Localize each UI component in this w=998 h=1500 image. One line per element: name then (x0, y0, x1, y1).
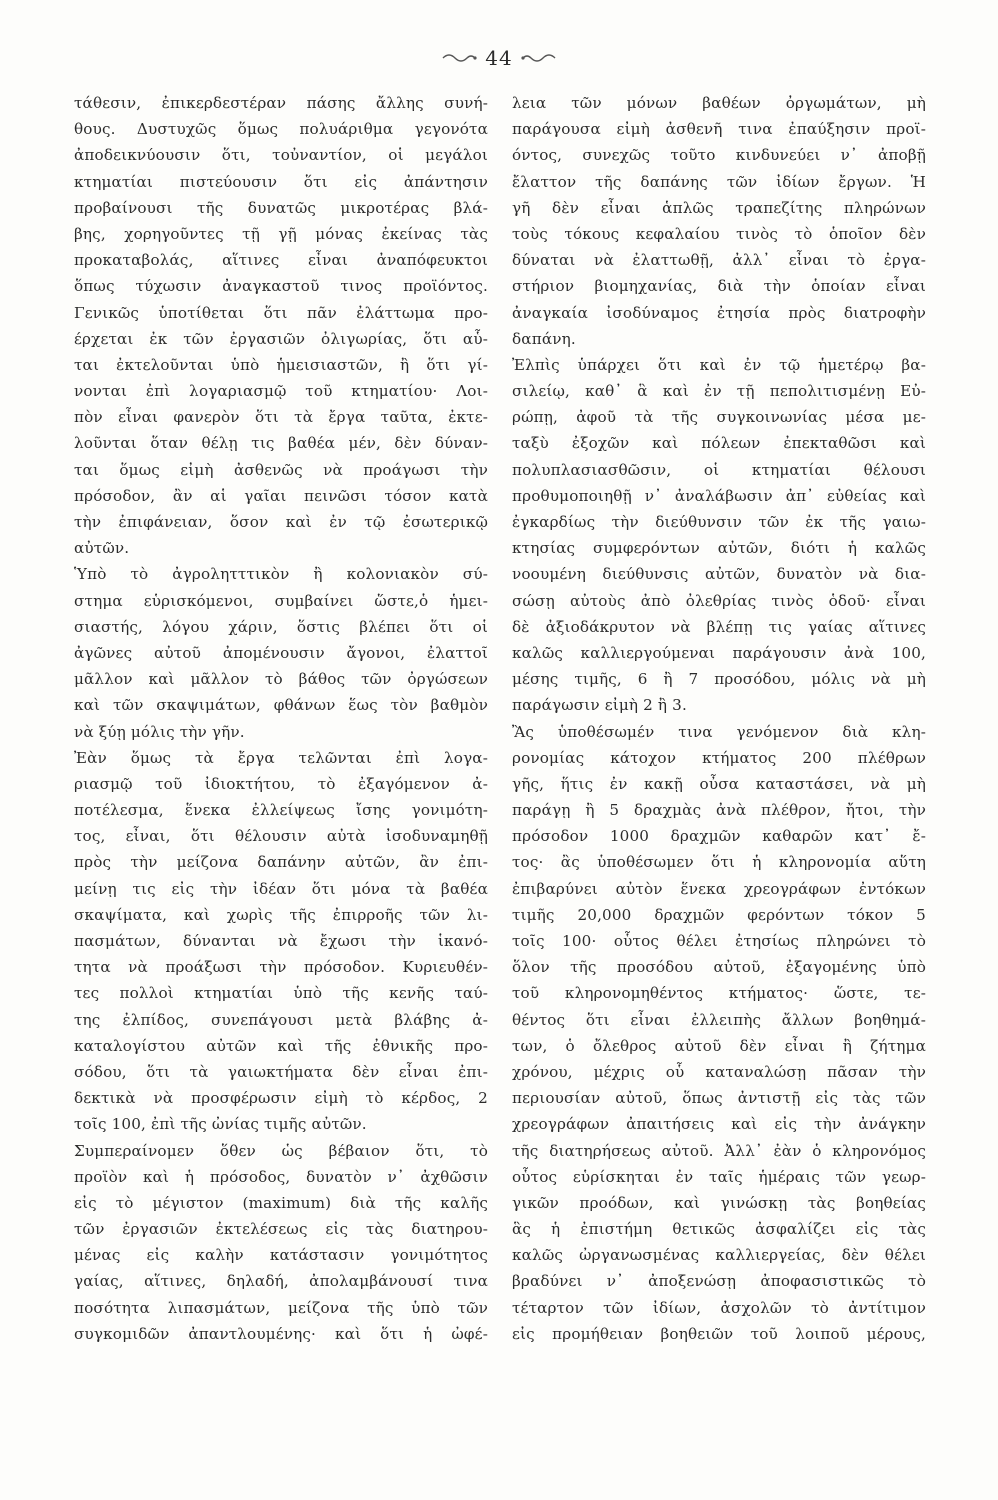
text-line: δύναται νὰ ἐλαττωθῇ, ἀλλ᾽ εἶναι τὸ ἐργα- (512, 251, 926, 270)
text-line: χρεογράφων ἀπαιτήσεις καὶ εἰς τὴν ἀνάγκην (512, 1115, 926, 1134)
text-line: συγκομιδῶν ἀπαντλουμένης· καὶ ὅτι ἡ ὠφέ- (74, 1324, 488, 1343)
text-line: παράγουσα εἰμὴ ἀσθενῆ τινα ἐπαύξησιν προϊ- (512, 120, 926, 139)
text-line: ταξὺ ἐξοχῶν καὶ πόλεων ἐπεκταθῶσι καὶ (512, 434, 926, 453)
text-line: ἀναγκαία ἰσοδύναμος ἐτησία πρὸς διατροφὴν (512, 303, 926, 322)
text-line: σόδου, ὅτι τὰ γαιωκτήματα δὲν εἶναι ἐπι- (74, 1062, 488, 1081)
text-line: τέταρτον τῶν ἰδίων, ἀσχολῶν τὸ ἀντίτιμον (512, 1298, 926, 1317)
text-line: βραδύνει ν᾽ ἀποξενώσῃ ἀποφασιστικῶς τὸ (512, 1272, 926, 1291)
text-line: τῆς διατηρήσεως αὐτοῦ. Ἀλλ᾽ ἐὰν ὁ κληρονόμος (512, 1141, 926, 1160)
text-line: ἔλαττον τῆς δαπάνης τῶν ἰδίων ἔργων. Ἡ (512, 172, 926, 191)
text-line: παράγῃ ἢ 5 δραχμὰς ἀνὰ πλέθρον, ἤτοι, τὴν (512, 801, 926, 820)
text-line: προβαίνουσι τῆς δυνατῶς μικροτέρας βλά- (74, 198, 488, 217)
text-line: τοὺς τόκους κεφαλαίου τινὸς τὸ ὁποῖον δὲν (512, 224, 926, 243)
text-line: κτησίας συμφερόντων αὐτῶν, διότι ἡ καλῶς (512, 539, 926, 558)
text-line: προκαταβολάς, αἵτινες εἶναι ἀναπόφευκτοι (74, 251, 488, 270)
text-line: νὰ ξύῃ μόλις τὴν γῆν. (74, 722, 245, 741)
text-line: προϊὸν καὶ ἡ πρόσοδος, δυνατὸν ν᾽ ἀχθῶσιν (74, 1167, 488, 1186)
text-line: γῆ δὲν εἶναι ἁπλῶς τραπεζίτης πληρώνων (512, 198, 926, 217)
text-line: σώσῃ αὐτοὺς ἀπὸ ὀλεθρίας τινὸς ὁδοῦ· εἶναι (512, 591, 926, 610)
text-line: όντος, συνεχῶς τοῦτο κινδυνεύει ν᾽ ἀποβῇ (512, 146, 926, 165)
left-text-column (74, 90, 488, 1347)
text-line: ὅπως τύχωσιν ἀναγκαστοῦ τινος προϊόντος. (74, 277, 488, 296)
text-line: ριασμῷ τοῦ ἰδιοκτήτου, τὸ ἐξαγόμενον ἀ- (74, 774, 488, 793)
page-number: 44 (485, 46, 513, 70)
text-line: ἃς ἡ ἐπιστήμη θετικῶς ἀσφαλίζει εἰς τὰς (512, 1220, 926, 1239)
text-line: δαπάνη. (512, 329, 576, 348)
right-ornament-icon (521, 52, 557, 64)
text-line: βης, χορηγοῦντες τῇ γῇ μόνας ἐκείνας τὰς (74, 224, 488, 243)
text-line: καλῶς καλλιεργούμεναι παράγουσιν ἀνὰ 100, (512, 643, 926, 662)
text-line: νονται ἐπὶ λογαριασμῷ τοῦ κτηματίου· Λοι- (74, 382, 488, 401)
text-line: ποτέλεσμα, ἕνεκα ἐλλείψεως ἴσης γονιμότη- (74, 801, 488, 820)
text-line: ρώπῃ, ἀφοῦ τὰ τῆς συγκοινωνίας μέσα με- (512, 408, 926, 427)
text-line: γικῶν προόδων, καὶ γινώσκῃ τὰς βοηθείας (512, 1193, 926, 1212)
text-line: χρόνου, μέχρις οὗ καταναλώσῃ πᾶσαν τὴν (512, 1062, 926, 1081)
text-line: καταλογίστου αὐτῶν καὶ τῆς ἐθνικῆς προ- (74, 1036, 488, 1055)
text-line: ται ἐκτελοῦνται ὑπὸ ἡμεισιαστῶν, ἢ ὅτι γί- (74, 355, 488, 374)
text-line: ἀποδεικνύουσιν ὅτι, τοὐναντίον, οἱ μεγάλοι (74, 146, 488, 165)
text-line: θέντος ὅτι εἶναι ἐλλειπὴς ἄλλων βοηθημά- (512, 1010, 926, 1029)
text-line: σκαψίματα, καὶ χωρὶς τῆς ἐπιρροῆς τῶν λι- (74, 905, 488, 924)
text-line: δεκτικὰ νὰ προσφέρωσιν εἰμὴ τὸ κέρδος, 2 (74, 1089, 488, 1108)
text-line: τάθεσιν, ἐπικερδεστέραν πάσης ἄλλης συνή- (74, 94, 488, 112)
text-line: Ἂς ὑποθέσωμέν τινα γενόμενον διὰ κλη- (512, 722, 926, 741)
text-line: τοῦ κληρονομηθέντος κτήματος· ὥστε, τε- (512, 984, 926, 1003)
text-line: λοῦνται ὅταν θέλῃ τις βαθέα μέν, δὲν δύναν- (74, 434, 488, 453)
text-line: τοῖς 100· οὗτος θέλει ἐτησίως πληρώνει τὸ (512, 932, 926, 950)
text-line: τες πολλοὶ κτηματίαι ὑπὸ τῆς κενῆς ταύ- (74, 984, 488, 1003)
text-line: τιμῆς 20,000 δραχμῶν φερόντων τόκον 5 (512, 905, 926, 924)
text-line: νοουμένη διεύθυνσις αὐτῶν, δυνατὸν νὰ δια- (512, 565, 926, 584)
text-line: τῶν ἐργασιῶν ἐκτελέσεως εἰς τὰς διατηρου- (74, 1220, 488, 1239)
text-line: γῆς, ἥτις ἐν κακῇ οὖσα καταστάσει, νὰ μὴ (512, 774, 926, 793)
text-line: πρόσοδον, ἂν αἱ γαῖαι πεινῶσι τόσον κατὰ (74, 486, 488, 505)
text-line: περιουσίαν αὐτοῦ, ὅπως ἀντιστῇ εἰς τὰς τῶν (512, 1089, 926, 1108)
text-line: ἐπιβαρύνει αὐτὸν ἕνεκα χρεογράφων ἐντόκων (512, 879, 926, 898)
text-line: ρονομίας κάτοχον κτήματος 200 πλέθρων (512, 748, 926, 767)
text-line: τος· ἂς ὑποθέσωμεν ὅτι ἡ κληρονομία αὕτη (512, 853, 926, 872)
text-line: πρὸς τὴν μείζονα δαπάνην αὐτῶν, ἂν ἐπι- (74, 853, 488, 872)
text-line: μᾶλλον καὶ μᾶλλον τὸ βάθος τῶν ὀργώσεων (74, 670, 488, 689)
text-line: Ἐὰν ὅμως τὰ ἔργα τελῶνται ἐπὶ λογα- (74, 748, 488, 767)
text-line: δὲ ἀξιοδάκρυτον νὰ βλέπῃ τις γαίας αἵτινες (512, 617, 926, 636)
right-text-column (512, 90, 926, 1347)
text-line: στημα εὑρισκόμενοι, συμβαίνει ὥστε,ὁ ἡμει- (74, 591, 488, 610)
text-line: μείνῃ τις εἰς τὴν ἰδέαν ὅτι μόνα τὰ βαθέα (74, 879, 488, 898)
text-line: ἀγῶνες αὐτοῦ ἀπομένουσιν ἄγονοι, ἐλαττοῖ (74, 643, 488, 662)
text-line: της ἐλπίδος, συνεπάγουσι μετὰ βλάβης ἀ- (74, 1010, 488, 1029)
text-line: Ὑπὸ τὸ ἀγρολητττικὸν ἢ κολονιακὸν σύ- (74, 565, 488, 584)
text-line: πασμάτων, δύνανται νὰ ἔχωσι τὴν ἱκανό- (74, 932, 488, 950)
text-line: των, ὁ ὄλεθρος αὐτοῦ δὲν εἶναι ἢ ζήτημα (512, 1036, 926, 1055)
text-line: τος, εἶναι, ὅτι θέλουσιν αὐτὰ ἰσοδυναμηθῇ (74, 827, 488, 846)
text-line: Γενικῶς ὑποτίθεται ὅτι πᾶν ἐλάττωμα προ- (74, 303, 488, 322)
text-line: αὐτῶν. (74, 539, 130, 558)
text-line: τητα νὰ προάξωσι τὴν πρόσοδον. Κυριευθέν- (74, 958, 488, 977)
text-line: στήριον βιομηχανίας, διὰ τὴν ὁποίαν εἶναι (512, 277, 926, 296)
text-line: προθυμοποιηθῇ ν᾽ ἀναλάβωσιν ἀπ᾽ εὐθείας καὶ (512, 486, 926, 505)
text-line: σιαστής, λόγου χάριν, ὅστις βλέπει ὅτι οἱ (74, 617, 488, 636)
text-line: εἰς τὸ μέγιστον (maximum) διὰ τῆς καλῆς (74, 1193, 488, 1212)
text-line: παράγωσιν εἰμὴ 2 ἢ 3. (512, 696, 687, 715)
text-line: ται ὅμως εἰμὴ ἀσθενῶς νὰ προάγωσι τὴν (74, 460, 488, 479)
text-line: πρόσοδον 1000 δραχμῶν καθαρῶν κατ᾽ ἔ- (512, 827, 926, 846)
page-header (0, 46, 998, 70)
text-line: οὗτος εὑρίσκηται ἐν ταῖς ἡμέραις τῶν γεωρ- (512, 1167, 926, 1186)
text-line: μέσης τιμῆς, 6 ἢ 7 προσόδου, μόλις νὰ μὴ (512, 670, 926, 689)
text-line: κτηματίαι πιστεύουσιν ὅτι εἰς ἀπάντησιν (74, 172, 488, 191)
text-line: πὸν εἶναι φανερὸν ὅτι τὰ ἔργα ταῦτα, ἐκτε- (74, 408, 488, 427)
text-line: Συμπεραίνομεν ὅθεν ὡς βέβαιον ὅτι, τὸ (74, 1141, 488, 1160)
text-line: ἐγκαρδίως τὴν διεύθυνσιν τῶν ἐκ τῆς γαιω- (512, 513, 926, 531)
text-line: καλῶς ὠργανωσμένας καλλιεργείας, δὲν θέλει (512, 1246, 926, 1265)
text-line: ποσότητα λιπασμάτων, μείζονα τῆς ὑπὸ τῶν (74, 1298, 488, 1317)
left-ornament-icon (441, 52, 477, 64)
text-line: θους. Δυστυχῶς ὅμως πολυάριθμα γεγονότα (74, 120, 488, 139)
text-line: ὅλον τῆς προσόδου αὐτοῦ, ἐξαγομένης ὑπὸ (512, 958, 926, 977)
text-line: μένας εἰς καλὴν κατάστασιν γονιμότητος (74, 1246, 488, 1265)
text-line: Ἐλπὶς ὑπάρχει ὅτι καὶ ἐν τῷ ἡμετέρῳ βα- (512, 355, 926, 374)
text-line: σιλείῳ, καθ᾽ ἃ καὶ ἐν τῇ πεπολιτισμένῃ Εὐ- (512, 382, 926, 401)
text-line: καὶ τῶν σκαψιμάτων, φθάνων ἕως τὸν βαθμὸν (74, 696, 488, 715)
text-line: πολυπλασιασθῶσιν, οἱ κτηματίαι θέλουσι (512, 460, 926, 479)
text-line: εἰς προμήθειαν βοηθειῶν τοῦ λοιποῦ μέρους, (512, 1324, 926, 1343)
text-line: λεια τῶν μόνων βαθέων ὀργωμάτων, μὴ (512, 94, 926, 112)
text-line: τοῖς 100, ἐπὶ τῆς ὠνίας τιμῆς αὐτῶν. (74, 1115, 367, 1134)
text-line: έρχεται ἐκ τῶν ἐργασιῶν ὀλιγωρίας, ὅτι αὗ- (74, 329, 488, 348)
text-line: γαίας, αἵτινες, δηλαδή, ἀπολαμβάνουσί τινα (74, 1272, 488, 1291)
text-line: τὴν ἐπιφάνειαν, ὅσον καὶ ἐν τῷ ἐσωτερικῷ (74, 513, 488, 531)
